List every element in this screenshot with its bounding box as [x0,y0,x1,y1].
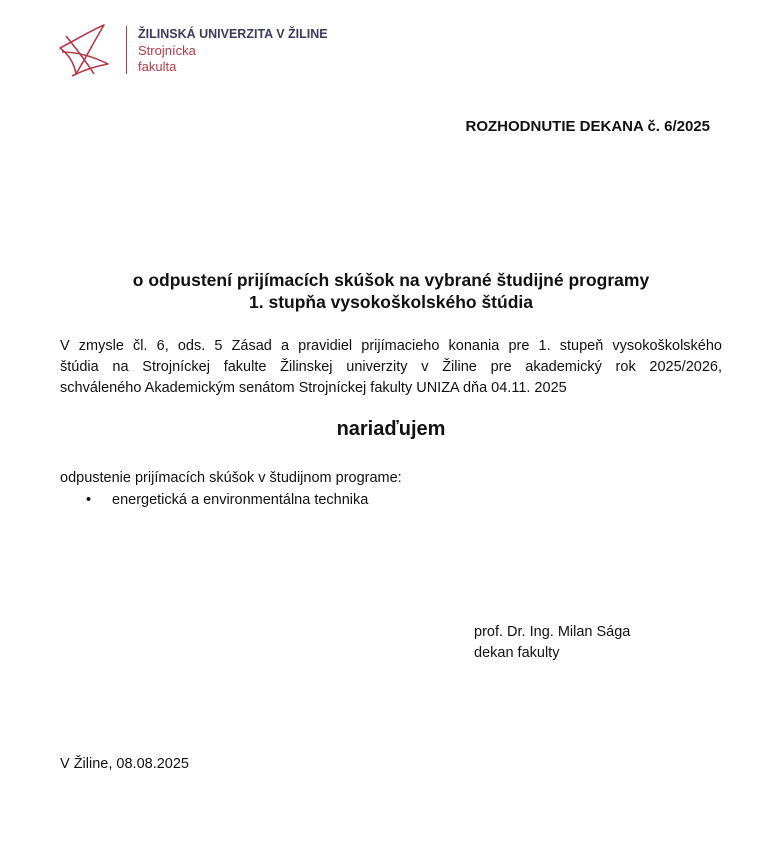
faculty-name-line1: Strojnícka [138,43,196,58]
bullet-marker: • [86,492,92,508]
logo-divider [126,26,127,74]
intro-paragraph [60,336,722,399]
university-name: ŽILINSKÁ UNIVERZITA V ŽILINE [138,27,328,41]
decision-number: ROZHODNUTIE DEKANA č. 6/2025 [465,118,710,135]
document-title-line2: 1. stupňa vysokoškolského štúdia [249,292,533,312]
faculty-name-line2: fakulta [138,59,177,74]
lead-text: odpustenie prijímacích skúšok v študijnom programe: [60,470,402,486]
signatory-name: prof. Dr. Ing. Milan Sága [474,624,631,640]
intro-line: schváleného Akademickým senátom Strojníckej fakulty UNIZA dňa 04.11. 2025 [60,380,567,396]
document-title-line1: o odpustení prijímacích skúšok na vybrané študijné programy [132,270,650,290]
uniza-logo-icon [58,22,110,78]
faculty-logo [58,22,338,82]
list-item-text: energetická a environmentálna technika [112,492,369,508]
intro-line: V zmysle čl. 6, ods. 5 Zásad a pravidiel prijímacieho konania pre 1. stupeň vysokoškolského [60,338,722,354]
place-date: V Žiline, 08.08.2025 [60,756,189,772]
signatory-role: dekan fakulty [474,645,560,661]
intro-line: štúdia na Strojníckej fakulte Žilinskej univerzity v Žiline pre akademický rok 2025/2026, [60,359,722,375]
order-word: nariaďujem [336,418,446,440]
list-item [86,492,368,508]
